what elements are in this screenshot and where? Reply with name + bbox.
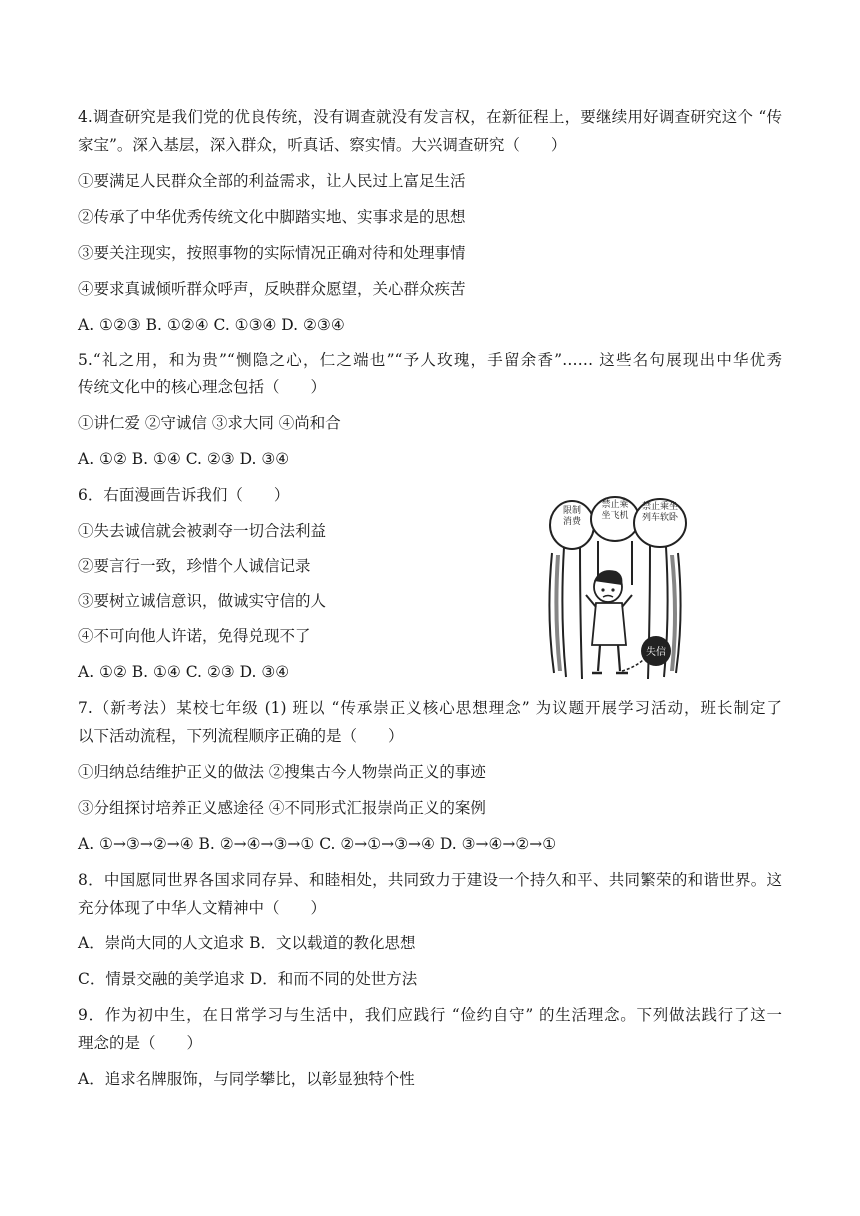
q7-statement-1: ①归纳总结维护正义的做法 ②搜集古今人物崇尚正义的事迹 [78, 763, 486, 781]
q6-statement-3: ③要树立诚信意识，做诚实守信的人 [78, 592, 327, 610]
q4-stem-line-1: 4.调查研究是我们党的优良传统，没有调查就没有发言权，在新征程上，要继续用好调查研究这个 “传 [78, 108, 782, 126]
q6-statement-4: ④不可向他人许诺，免得兑现不了 [78, 627, 311, 645]
q9-stem-line-1: 9．作为初中生，在日常学习与生活中，我们应践行 “俭约自守” 的生活理念。下列做法践行了这一 [78, 1006, 782, 1024]
umbrella-label-2 [601, 498, 628, 521]
q9-stem-line-2: 理念的是（ ） [78, 1034, 203, 1052]
q5-options: A. ①② B. ①④ C. ②③ D. ③④ [78, 450, 290, 468]
umbrella-label-2-line-1: 禁止乘 [601, 500, 629, 510]
q4-statement-3: ③要关注现实，按照事物的实际情况正确对待和处理事情 [78, 244, 466, 262]
q4-statement-2: ②传承了中华优秀传统文化中脚踏实地、实事求是的思想 [78, 208, 466, 226]
umbrella-label-3 [642, 500, 679, 523]
q8-options-line-2: C．情景交融的美学追求 D．和而不同的处世方法 [78, 970, 418, 988]
q7-options: A. ①→③→②→④ B. ②→④→③→① C. ②→①→③→④ D. ③→④→②→① [78, 835, 557, 853]
q5-stem-line-1: 5.“礼之用，和为贵”“恻隐之心，仁之端也”“予人玫瑰，手留余香”…… 这些名句展现出中华优秀 [78, 351, 782, 369]
q6-stem: 6．右面漫画告诉我们（ ） [78, 486, 290, 504]
umbrella-label-1-line-2: 消费 [562, 517, 582, 527]
person-figure [586, 570, 632, 673]
q4-statement-4: ④要求真诚倾听群众呼声，反映群众愿望，关心群众疾苦 [78, 280, 466, 298]
q8-stem-line-1: 8．中国愿同世界各国求同存异、和睦相处，共同致力于建设一个持久和平、共同繁荣的和谐世界。这 [78, 871, 782, 889]
q4-stem-line-2: 家宝”。深入基层，深入群众，听真话、察实情。大兴调查研究（ ） [78, 136, 567, 154]
q5-statements: ①讲仁爱 ②守诚信 ③求大同 ④尚和合 [78, 414, 341, 432]
q7-statement-2: ③分组探讨培养正义感途径 ④不同形式汇报崇尚正义的案例 [78, 799, 486, 817]
q7-stem-line-2: 以下活动流程，下列流程顺序正确的是（ ） [78, 727, 404, 745]
ball-and-chain [622, 636, 671, 671]
q7-stem-line-1: 7.（新考法）某校七年级 (1) 班以 “传承崇正义核心思想理念” 为议题开展学习活动，班长制定了 [78, 699, 782, 717]
umbrella-label-3-line-1: 禁止乘坐 [641, 502, 679, 512]
q6-statement-1: ①失去诚信就会被剥夺一切合法利益 [78, 522, 327, 540]
q4-options: A. ①②③ B. ①②④ C. ①③④ D. ②③④ [78, 316, 345, 334]
ball-label: 失信 [646, 647, 666, 658]
credit-cartoon [540, 495, 690, 685]
umbrella-label-1-line-1: 限制 [562, 506, 582, 516]
q8-stem-line-2: 充分体现了中华人文精神中（ ） [78, 899, 327, 917]
q8-options-line-1: A．崇尚大同的人文追求 B．文以载道的教化思想 [78, 934, 416, 952]
q6-statement-2: ②要言行一致，珍惜个人诚信记录 [78, 557, 311, 575]
umbrella-label-1 [563, 504, 582, 527]
umbrella-label-2-line-2: 坐飞机 [601, 511, 629, 521]
q9-option-a: A．追求名牌服饰，与同学攀比，以彰显独特个性 [78, 1070, 415, 1088]
q6-options: A. ①② B. ①④ C. ②③ D. ③④ [78, 663, 290, 681]
q4-statement-1: ①要满足人民群众全部的利益需求，让人民过上富足生活 [78, 172, 466, 190]
q5-stem-line-2: 传统文化中的核心理念包括（ ） [78, 378, 327, 396]
umbrella-label-3-line-2: 列车软卧 [641, 513, 679, 523]
